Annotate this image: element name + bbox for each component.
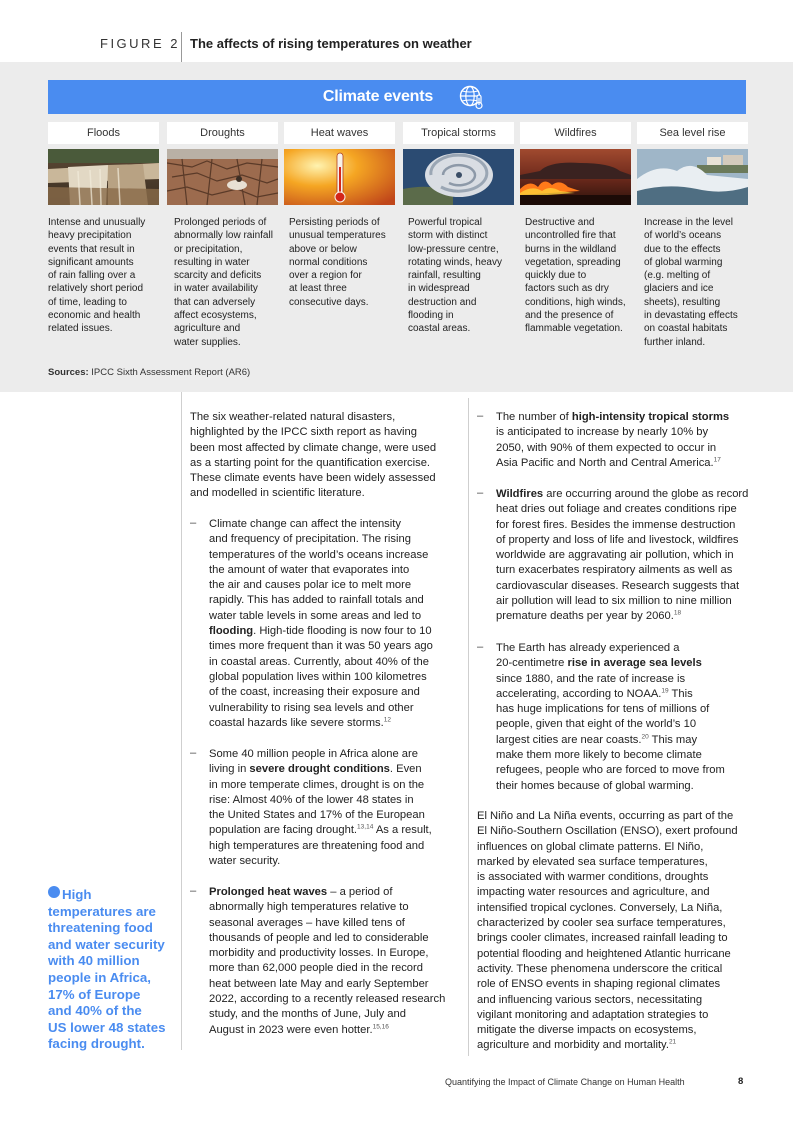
footnote-ref: 20 (641, 733, 649, 741)
heat-waves-photo (284, 149, 395, 205)
sea-level-bullet (496, 641, 754, 794)
floods-description: Intense and unusually heavy precipitation events that result in significant amounts of rain falling over a relatively short period of time, leading to economic and health related issues. (48, 217, 146, 335)
tropical-storms-description: Powerful tropical storm with distinct low-pressure centre, rotating winds, heavy rainfall, resulting in widespread destruction and flooding in coastal areas. (408, 217, 502, 335)
banner-title (48, 88, 746, 106)
tropical-storms-text-a: The number of (496, 411, 572, 423)
sea-level-text-a: The Earth has already experienced a 20-centimetre (496, 642, 680, 670)
flooding-term: flooding (209, 625, 254, 638)
footer-title: Quantifying the Impact of Climate Change on Human Health (445, 1077, 685, 1087)
floods-photo (48, 149, 159, 205)
quote-icon (48, 886, 60, 898)
footnote-ref: 13,14 (357, 823, 374, 831)
drought-bullet (209, 747, 465, 869)
heat-waves-bullet (209, 885, 467, 1038)
banner-title-text: Climate events (322, 88, 434, 105)
footnote-ref: 15,16 (372, 1022, 389, 1030)
figure-label: FIGURE 2 (100, 36, 180, 51)
tropical-storms-photo (403, 149, 514, 205)
bullet-dash: – (477, 487, 484, 499)
page-number: 8 (738, 1076, 744, 1087)
wildfires-text: are occurring around the globe as record heat dries out foliage and creates conditions ripe for forest fires. Besides the immense destruction of property and loss of life and livestock, wildfires worldwide are aggravating air pollution, which in turn exacerbates respiratory ailments as well as cardiovascular diseases. Research suggests that air pollution will lead to six million to nine million premature deaths per year by 2060. (496, 488, 749, 623)
figure-title: The affects of rising temperatures on weather (190, 36, 472, 51)
sources-note (48, 367, 250, 378)
enso-text: El Niño and La Niña events, occurring as part of the El Niño-Southern Oscillation (ENSO), exert profound influences on global climate patterns. El Niño, marked by elevated sea surface temperatures, is associated with warmer conditions, droughts impacting water resources and agriculture, and intensified tropical cyclones. Conversely, La Niña, characterized by cooler sea surface temperatures, brings cooler climates, increased rainfall leading to potential flooding and heightened Atlantic hurricane activity. These phenomena underscore the critical role of ENSO events in shaping regional climates and influencing various sectors, necessitating vigilant monitoring and adaptation strategies to mitigate the diverse impacts on ecosystems, agriculture and morbidity and mortality. (477, 810, 738, 1052)
column-header-heat-waves: Heat waves (284, 122, 395, 144)
sea-level-term: rise in average sea levels (567, 657, 702, 670)
drought-text-c: As a result, high temperatures are threatening food and water security. (209, 824, 432, 868)
intro-paragraph: The six weather-related natural disasters, highlighted by the IPCC sixth report as having been most affected by climate change, were used as a starting point for the quantification exercise. These climate events have been widely assessed and modelled in scientific literature. (190, 411, 437, 500)
sea-level-text-b: since 1880, and the rate of increase is accelerating, according to NOAA. (496, 672, 686, 700)
footnote-ref: 17 (713, 456, 721, 464)
tropical-storms-bullet (496, 410, 754, 471)
bullet-dash: – (477, 410, 484, 422)
sea-level-text-c: This has huge implications for tens of millions of people, given that eight of the world’s 10 largest cities are near coasts. (496, 687, 710, 746)
pull-quote (48, 886, 176, 1053)
sea-level-rise-description: Increase in the level of world’s oceans due to the effects of global warming (e.g. melting of glaciers and ice sheets), resulting in devastating effects on coastal habitats further inland. (644, 217, 738, 348)
droughts-photo (167, 149, 278, 205)
drought-text-b: . Even in more temperate climes, drought is on the rise: Almost 40% of the lower 48 states in the United States and 17% of the European population are facing drought. (209, 763, 425, 837)
column-divider-middle (468, 398, 469, 1056)
sea-level-rise-photo (637, 149, 748, 205)
wildfires-description: Destructive and uncontrolled fire that burns in the wildland vegetation, spreading quickly due to factors such as dry conditions, high winds, and the presence of flammable vegetation. (525, 217, 626, 335)
pull-quote-text: High temperatures are threatening food and water security with 40 million people in Africa, 17% of Europe and 40% of the US lower 48 states facing drought. (48, 887, 166, 1052)
sea-level-text-d: This may make them more likely to become climate refugees, people who are forced to move from their homes because of global warming. (496, 733, 725, 792)
globe-thermometer-icon (458, 84, 486, 110)
footnote-ref: 18 (673, 609, 682, 617)
flooding-bullet (209, 517, 465, 731)
column-header-droughts: Droughts (167, 122, 278, 144)
wildfires-bullet (496, 487, 756, 625)
column-header-wildfires: Wildfires (520, 122, 631, 144)
flooding-text-a: Climate change can affect the intensity and frequency of precipitation. The rising temperatures of the world’s oceans increase the amount of water that evaporates into the air and causes polar ice to melt more rapidly. This has added to rainfall totals and water table levels in some areas and led to (209, 518, 429, 622)
footnote-ref: 21 (668, 1038, 677, 1046)
tropical-storms-text-b: is anticipated to increase by nearly 10% by 2050, with 90% of them expected to occur in Asia Pacific and North and Central America. (496, 426, 717, 469)
footnote-ref: 19 (661, 687, 669, 695)
sources-label: Sources: (48, 367, 89, 378)
sources-text: IPCC Sixth Assessment Report (AR6) (91, 367, 251, 378)
wildfires-photo (520, 149, 631, 205)
bullet-dash: – (190, 885, 197, 897)
bullet-dash: – (190, 517, 197, 529)
climate-events-banner (48, 80, 746, 114)
heat-waves-term: Prolonged heat waves (209, 886, 328, 898)
column-header-floods: Floods (48, 122, 159, 144)
heat-waves-description: Persisting periods of unusual temperatures above or below normal conditions over a region for at least three consecutive days. (289, 217, 386, 308)
drought-term: severe drought conditions (249, 763, 390, 776)
column-divider-left (181, 392, 182, 1050)
enso-paragraph (477, 809, 749, 1054)
header-divider (181, 32, 182, 62)
column-header-sea-level-rise: Sea level rise (637, 122, 748, 144)
drought-text-a: Some 40 million people in Africa alone are living in (209, 748, 418, 776)
footnote-ref: 12 (383, 716, 391, 724)
column-header-tropical-storms: Tropical storms (403, 122, 514, 144)
heat-waves-text: – a period of abnormally high temperatures relative to seasonal averages – have killed tens of thousands of people and led to considerable morbidity and productivity losses. In Europe, more than 62,000 people died in the record heat between late May and early September 2022, according to a recently released research study, and the months of June, July and August in 2023 were even hotter. (209, 886, 446, 1036)
tropical-storms-term: high-intensity tropical storms (571, 411, 730, 423)
wildfires-term: Wildfires (496, 488, 544, 500)
droughts-description: Prolonged periods of abnormally low rainfall or precipitation, resulting in water scarcity and deficits in water availability that can adversely affect ecosystems, agriculture and water supplies. (174, 217, 273, 348)
bullet-dash: – (190, 747, 197, 759)
bullet-dash: – (477, 641, 484, 653)
flooding-text-b: . High-tide flooding is now four to 10 times more frequent than it was 50 years ago in coastal areas. Currently, about 40% of the global population lives within 100 kilometres of the coast, increasing their exposure and vulnerability to rising sea levels and other coastal hazards like severe storms. (209, 625, 433, 729)
